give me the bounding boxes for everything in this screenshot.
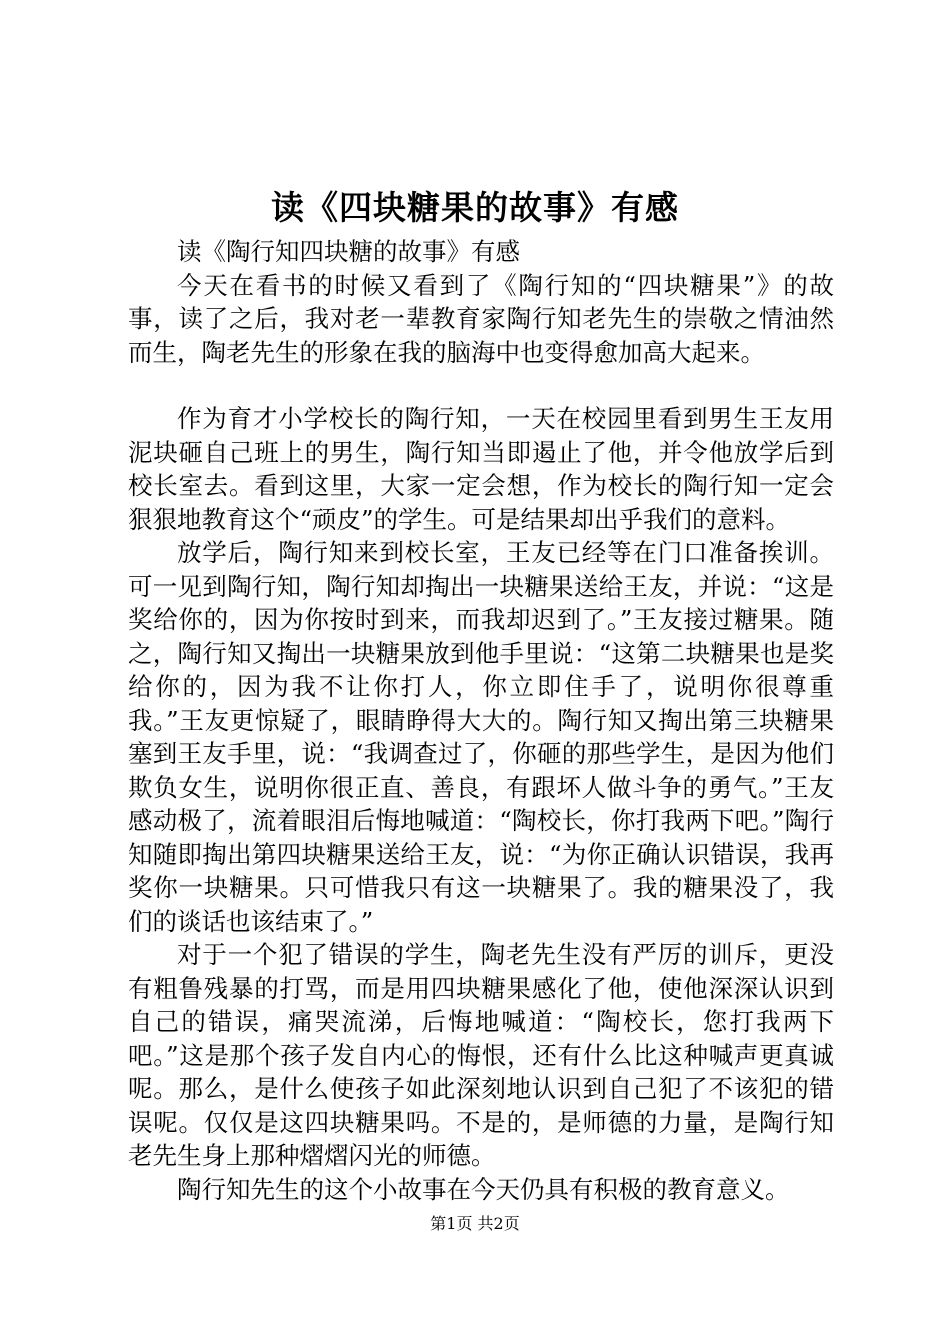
paragraph: 对于一个犯了错误的学生，陶老先生没有严厉的训斥，更没有粗鲁残暴的打骂，而是用四块糖果感化了他，使他深深认识到自己的错误，痛哭流涕，后悔地喊道：“陶校长，您打我两下吧。”这是那个孩子发自内心的悔恨，还有什么比这种喊声更真诚呢。那么，是什么使孩子如此深刻地认识到自己犯了不该犯的错误呢。仅仅是这四块糖果吗。不是的，是师德的力量，是陶行知老先生身上那种熠熠闪光的师德。 [128,940,834,1170]
subtitle: 读《陶行知四块糖的故事》有感 [177,237,520,266]
paragraph: 陶行知先生的这个小故事在今天仍具有积极的教育意义。 [177,1174,790,1204]
paragraph: 作为育才小学校长的陶行知，一天在校园里看到男生王友用泥块砸自己班上的男生，陶行知当即遏止了他，并令他放学后到校长室去。看到这里，大家一定会想，作为校长的陶行知一定会狠狠地教育这个“顽皮”的学生。可是结果却出乎我们的意料。 [128,404,834,534]
page-footer: 第1页 共2页 [430,1214,520,1233]
page-title: 读《四块糖果的故事》有感 [271,188,679,227]
paragraph: 放学后，陶行知来到校长室，王友已经等在门口准备挨训。可一见到陶行知，陶行知却掏出一块糖果送给王友，并说：“这是奖给你的，因为你按时到来，而我却迟到了。”王友接过糖果。随之，陶行知又掏出一块糖果放到他手里说：“这第二块糖果也是奖给你的，因为我不让你打人，你立即住手了，说明你很尊重我。”王友更惊疑了，眼睛睁得大大的。陶行知又掏出第三块糖果塞到王友手里，说：“我调查过了，你砸的那些学生，是因为他们欺负女生，说明你很正直、善良，有跟坏人做斗争的勇气。”王友感动极了，流着眼泪后悔地喊道：“陶校长，你打我两下吧。”陶行知随即掏出第四块糖果送给王友，说：“为你正确认识错误，我再奖你一块糖果。只可惜我只有这一块糖果了。我的糖果没了，我们的谈话也该结束了。” [128,538,834,936]
document-body [128,235,834,1206]
paragraph: 今天在看书的时候又看到了《陶行知的“四块糖果”》的故事，读了之后，我对老一辈教育家陶行知老先生的崇敬之情油然而生，陶老先生的形象在我的脑海中也变得愈加高大起来。 [128,270,834,367]
